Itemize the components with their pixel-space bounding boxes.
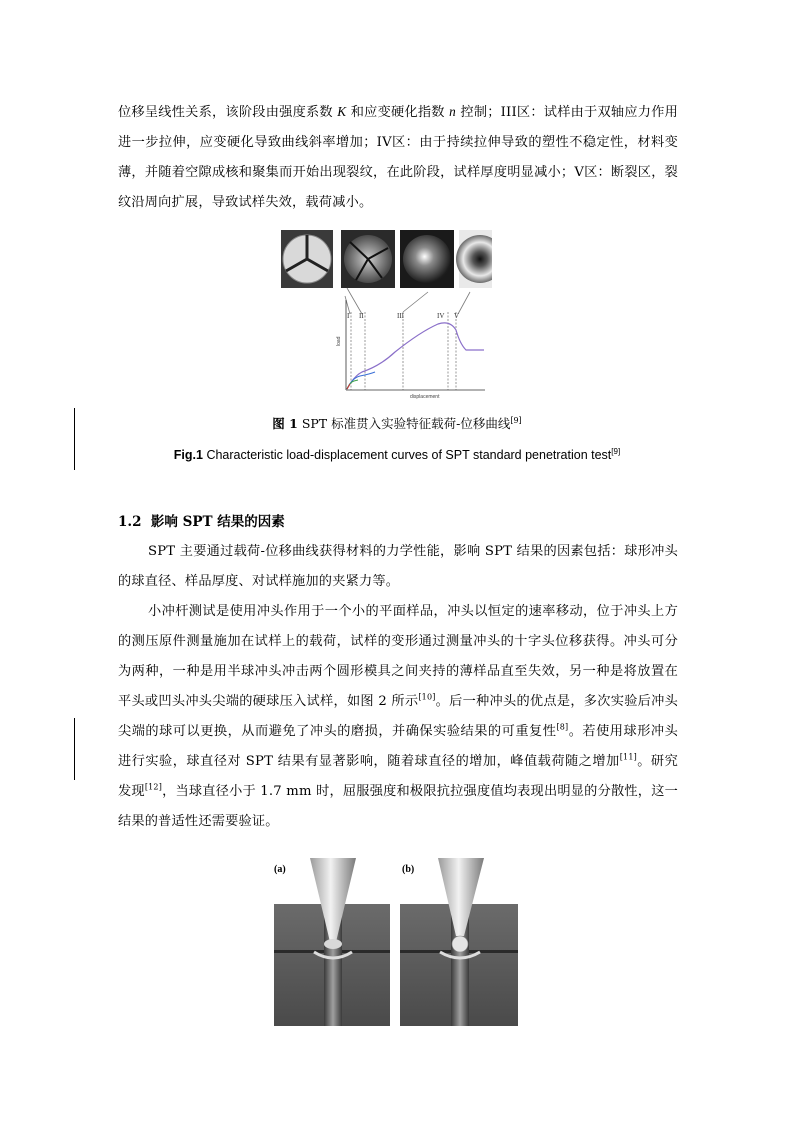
zone-label-5: V (454, 312, 460, 320)
paragraph-factors: SPT 主要通过载荷-位移曲线获得材料的力学性能，影响 SPT 结果的因素包括：球形冲头的球直径、样品厚度、对试样施加的夹紧力等。 (118, 544, 678, 589)
figure-1-caption-cn: 图 1 SPT 标准贯入实验特征载荷-位移曲线[9] (272, 415, 522, 431)
chart-axes (346, 300, 485, 390)
y-axis-label: load (336, 336, 342, 346)
figure-1-load-displacement (270, 226, 492, 404)
die-a (274, 858, 390, 1026)
specimen-photo-3 (400, 230, 454, 288)
zone-label-4: IV (437, 312, 445, 320)
revision-bar-2 (74, 718, 75, 780)
specimen-photo-1 (281, 230, 333, 288)
paragraph-zones: 位移呈线性关系，该阶段由强度系数 K 和应变硬化指数 n 控制；III区：试样由于双轴应力作用进一步拉伸，应变硬化导致曲线斜率增加；IV区：由于持续拉伸导致的塑性不稳定性，材料变薄，并随着空隙成核和聚集而开始出现裂纹，在此阶段，试样厚度明显减小；V区：断裂区，裂纹沿周向扩展，导致试样失效，载荷减小。 (118, 104, 679, 210)
zone-label-1: I (347, 312, 350, 320)
section-heading: 1.2 影响 SPT 结果的因素 (118, 514, 285, 530)
figure-2-punch-types (270, 856, 522, 1026)
load-curve-4 (347, 384, 350, 389)
symbol-n: n (449, 104, 456, 119)
zone-arrows (345, 288, 470, 314)
symbol-K: K (337, 104, 347, 119)
load-curve-main (347, 323, 484, 389)
label-b: (b) (402, 864, 415, 875)
load-curve-3 (347, 380, 358, 389)
figure-1-caption-en: Fig.1 Characteristic load-displacement curves of SPT standard penetration test[9] (173, 446, 621, 462)
x-axis-label: displacement (410, 394, 440, 400)
zone-label-2: II (359, 312, 364, 320)
zone-label-3: III (397, 312, 404, 320)
specimen-photo-4 (456, 230, 492, 288)
paragraph-small-punch: 小冲杆测试是使用冲头作用于一个小的平面样品，冲头以恒定的速率移动，位于冲头上方的测压原件测量施加在试样上的载荷，试样的变形通过测量冲头的十字头位移获得。冲头可分为两种，一种是用半球冲头冲击两个圆形模具之间夹持的薄样品直至失效，另一种是将放置在平头或凹头冲头尖端的硬球压入试样，如图 2 所示[10]。后一种冲头的优点是，多次实验后冲头尖端的球可以更换，从而避免了冲头的磨损，并确保实验结果的可重复性[8]。若使用球形冲头进行实验，球直径对 SPT 结果有显著影响，随着球直径的增加，峰值载荷随之增加[11]。研究发现[12]，当球直径小于 1.7 mm 时，屈服强度和极限抗拉强度值均表现出明显的分散性，这一结果的普适性还需要验证。 (118, 604, 678, 829)
die-b (400, 858, 518, 1026)
specimen-photo-2 (341, 230, 395, 288)
label-a: (a) (274, 864, 286, 875)
